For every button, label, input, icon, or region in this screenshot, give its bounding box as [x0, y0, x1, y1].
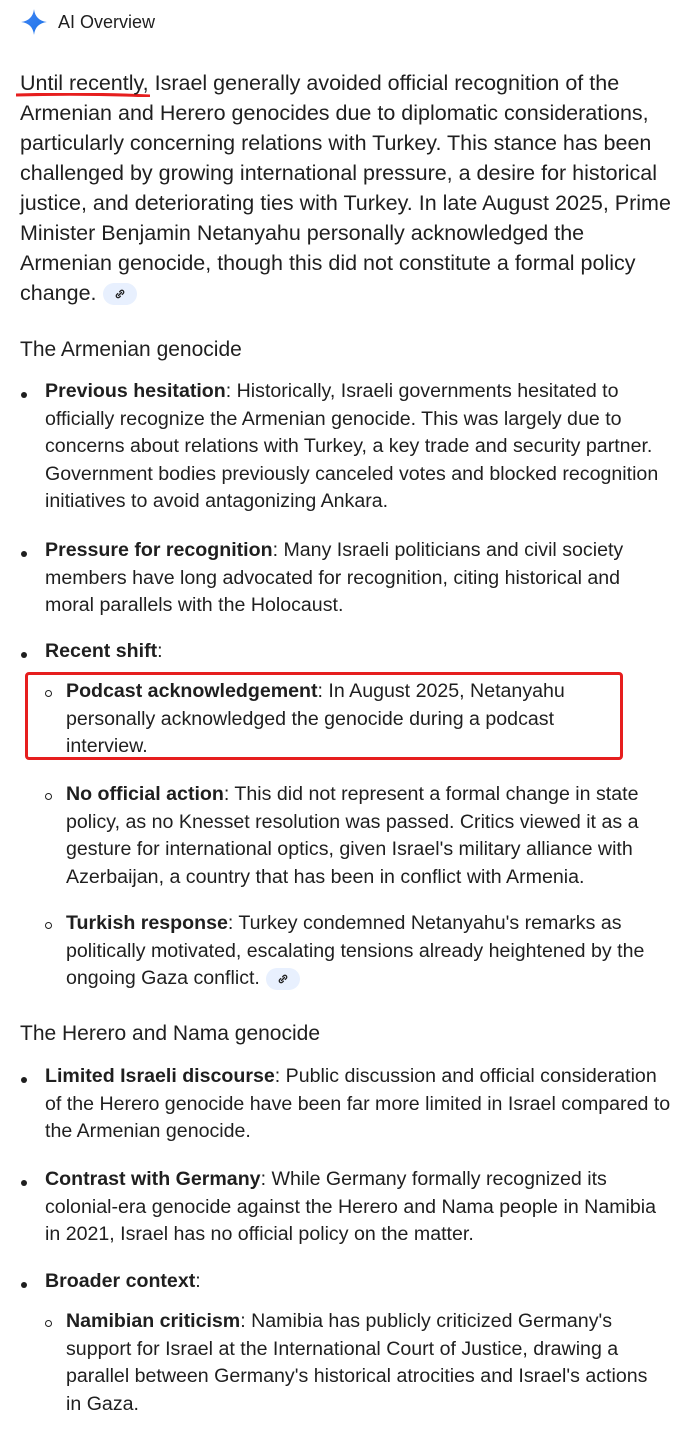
item-label: Contrast with Germany	[45, 1168, 261, 1190]
section-title-armenian: The Armenian genocide	[20, 338, 242, 361]
intro-text: , Israel generally avoided official recognition of the Armenian and Herero genocides due to diplomatic considerations, particularly concerning relations with Turkey. This stance has been challenged by growing international pressure, a desire for historical justice, and deteriorating ties with Turkey. In late August 2025, Prime Minister Benjamin Netanyahu personally acknowledged the Armenian genocide, though this did not constitute a formal policy change.	[20, 71, 671, 305]
bullet-dot	[21, 392, 27, 398]
red-highlight-box	[25, 672, 623, 760]
subitem-label: Turkish response	[66, 912, 228, 934]
item-label: Limited Israeli discourse	[45, 1065, 275, 1087]
bullet-dot	[21, 1282, 27, 1288]
sparkle-icon	[20, 8, 48, 36]
item-text: : Many Israeli politicians and civil society members have long advocated for recognition, citing historical and moral parallels with the Holocaust.	[45, 539, 624, 616]
item-text: : Public discussion and official consideration of the Herero genocide have been far more limited in Israel compared to the Armenian genocide.	[45, 1065, 671, 1142]
item-text: :	[195, 1270, 201, 1292]
intro-highlight: Until recently	[20, 71, 143, 95]
sub-list-item	[66, 1308, 666, 1418]
list-item	[45, 638, 671, 666]
ai-overview-title: AI Overview	[58, 11, 156, 32]
sub-list-item	[66, 910, 656, 993]
list-item	[45, 1166, 671, 1249]
source-link-chip[interactable]	[103, 283, 137, 305]
subitem-text: : This did not represent a formal change in state policy, as no Knesset resolution was passed. Critics viewed it as a gesture for international optics, given Israel's military alliance with Azerbaijan, a country that has been in conflict with Armenia.	[66, 783, 639, 888]
subitem-label: Namibian criticism	[66, 1310, 241, 1332]
section-title-herero: The Herero and Nama genocide	[20, 1022, 321, 1045]
item-label: Broader context	[45, 1270, 196, 1292]
subitem-text: : In August 2025, Netanyahu personally acknowledged the genocide during a podcast interview.	[66, 680, 565, 757]
list-item	[45, 378, 671, 516]
link-icon	[114, 288, 126, 300]
intro-paragraph	[20, 68, 672, 308]
sub-list-item	[66, 781, 672, 891]
bullet-dot	[21, 551, 27, 557]
ai-overview-header	[20, 8, 155, 36]
link-icon	[277, 973, 289, 985]
list-item	[45, 1063, 671, 1146]
subitem-text: : Turkey condemned Netanyahu's remarks as politically motivated, escalating tensions already heightened by the ongoing Gaza conflict.	[66, 912, 645, 989]
item-text: : While Germany formally recognized its colonial-era genocide against the Herero and Nama people in Namibia in 2021, Israel has no official policy on the matter.	[45, 1168, 657, 1245]
subitem-text: : Namibia has publicly criticized Germany's support for Israel at the International Court of Justice, drawing a parallel between Germany's historical atrocities and Israel's actions in Gaza.	[66, 1310, 648, 1415]
subitem-label: No official action	[66, 783, 224, 805]
item-text: :	[157, 640, 163, 662]
bullet-dot	[21, 1180, 27, 1186]
bullet-dot	[21, 1077, 27, 1083]
source-link-chip[interactable]	[266, 968, 300, 990]
item-label: Recent shift	[45, 640, 158, 662]
item-label: Previous hesitation	[45, 380, 226, 402]
sub-bullet-ring	[45, 793, 52, 800]
bullet-dot	[21, 652, 27, 658]
item-label: Pressure for recognition	[45, 539, 273, 561]
item-text: : Historically, Israeli governments hesitated to officially recognize the Armenian genocide. This was largely due to concerns about relations with Turkey, a key trade and security partner. Government bodies previously canceled votes and blocked recognition initiatives to avoid antagonizing Ankara.	[45, 380, 659, 512]
list-item	[45, 1268, 671, 1296]
list-item	[45, 537, 671, 620]
subitem-label: Podcast acknowledgement	[66, 680, 318, 702]
sub-bullet-ring	[45, 1320, 52, 1327]
sub-bullet-ring	[45, 922, 52, 929]
